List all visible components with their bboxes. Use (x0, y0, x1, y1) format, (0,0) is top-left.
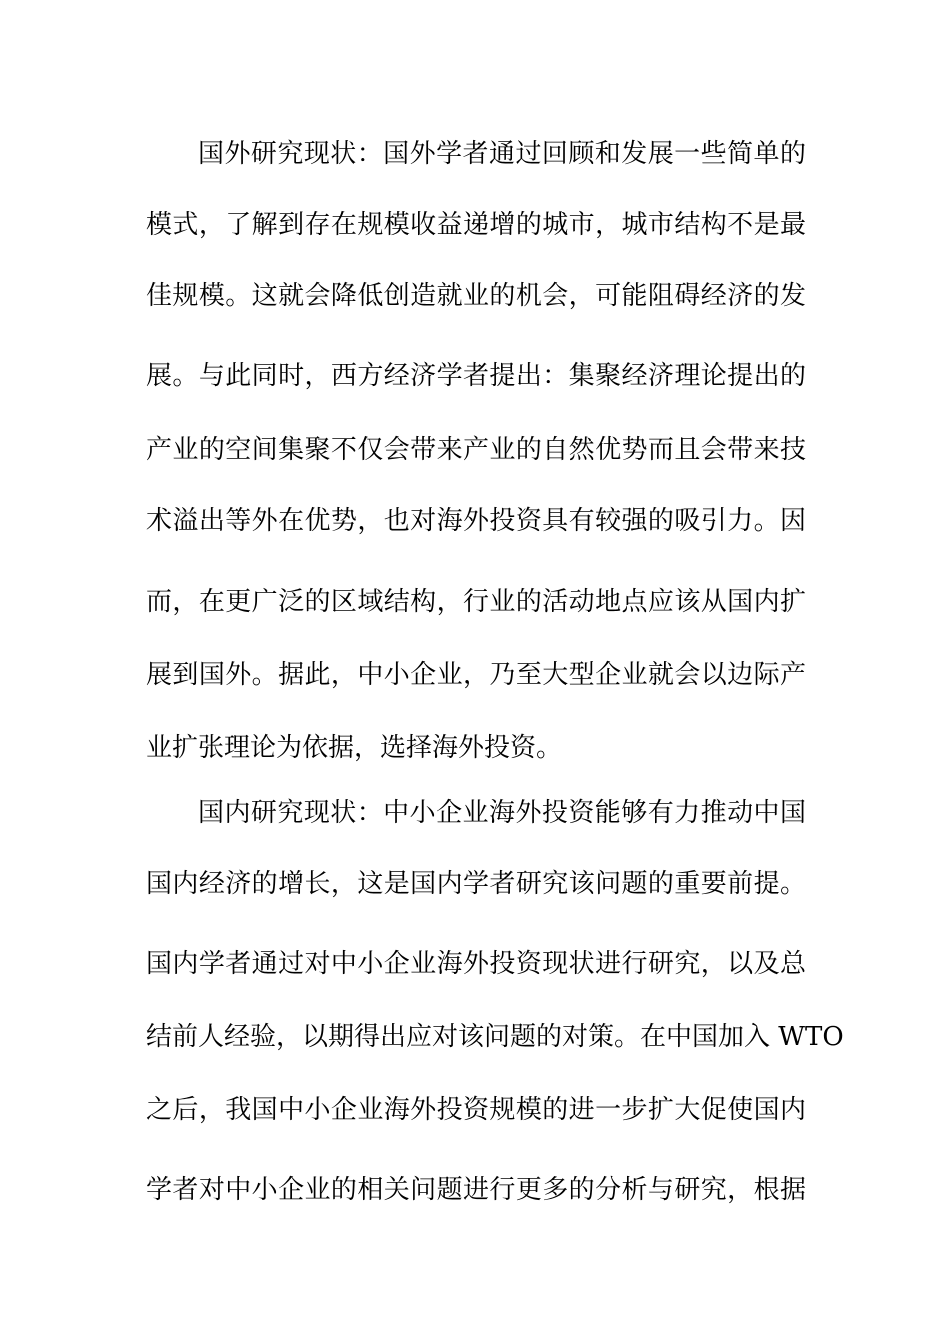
text-line: 学者对中小企业的相关问题进行更多的分析与研究，根据 (146, 1175, 806, 1205)
text-line: 展。与此同时，西方经济学者提出：集聚经济理论提出的 (146, 361, 806, 391)
text-line: 之后，我国中小企业海外投资规模的进一步扩大促使国内 (146, 1095, 806, 1125)
text-line: 国内经济的增长，这是国内学者研究该问题的重要前提。 (146, 869, 806, 899)
text-line: 而，在更广泛的区域结构，行业的活动地点应该从国内扩 (146, 587, 806, 617)
text-line: 国内学者通过对中小企业海外投资现状进行研究，以及总 (146, 949, 806, 979)
text-line: 术溢出等外在优势，也对海外投资具有较强的吸引力。因 (146, 506, 806, 536)
text-line: 展到国外。据此，中小企业，乃至大型企业就会以边际产 (146, 660, 806, 690)
text-line: 国内研究现状：中小企业海外投资能够有力推动中国 (198, 798, 806, 828)
text-line: 产业的空间集聚不仅会带来产业的自然优势而且会带来技 (146, 435, 806, 465)
text-line: 模式，了解到存在规模收益递增的城市，城市结构不是最 (146, 210, 806, 240)
text-line: 结前人经验，以期得出应对该问题的对策。在中国加入 WTO (146, 1022, 844, 1052)
text-line: 国外研究现状：国外学者通过回顾和发展一些简单的 (198, 139, 806, 169)
text-line: 佳规模。这就会降低创造就业的机会，可能阻碍经济的发 (146, 281, 806, 311)
text-line: 业扩张理论为依据，选择海外投资。 (146, 733, 563, 763)
